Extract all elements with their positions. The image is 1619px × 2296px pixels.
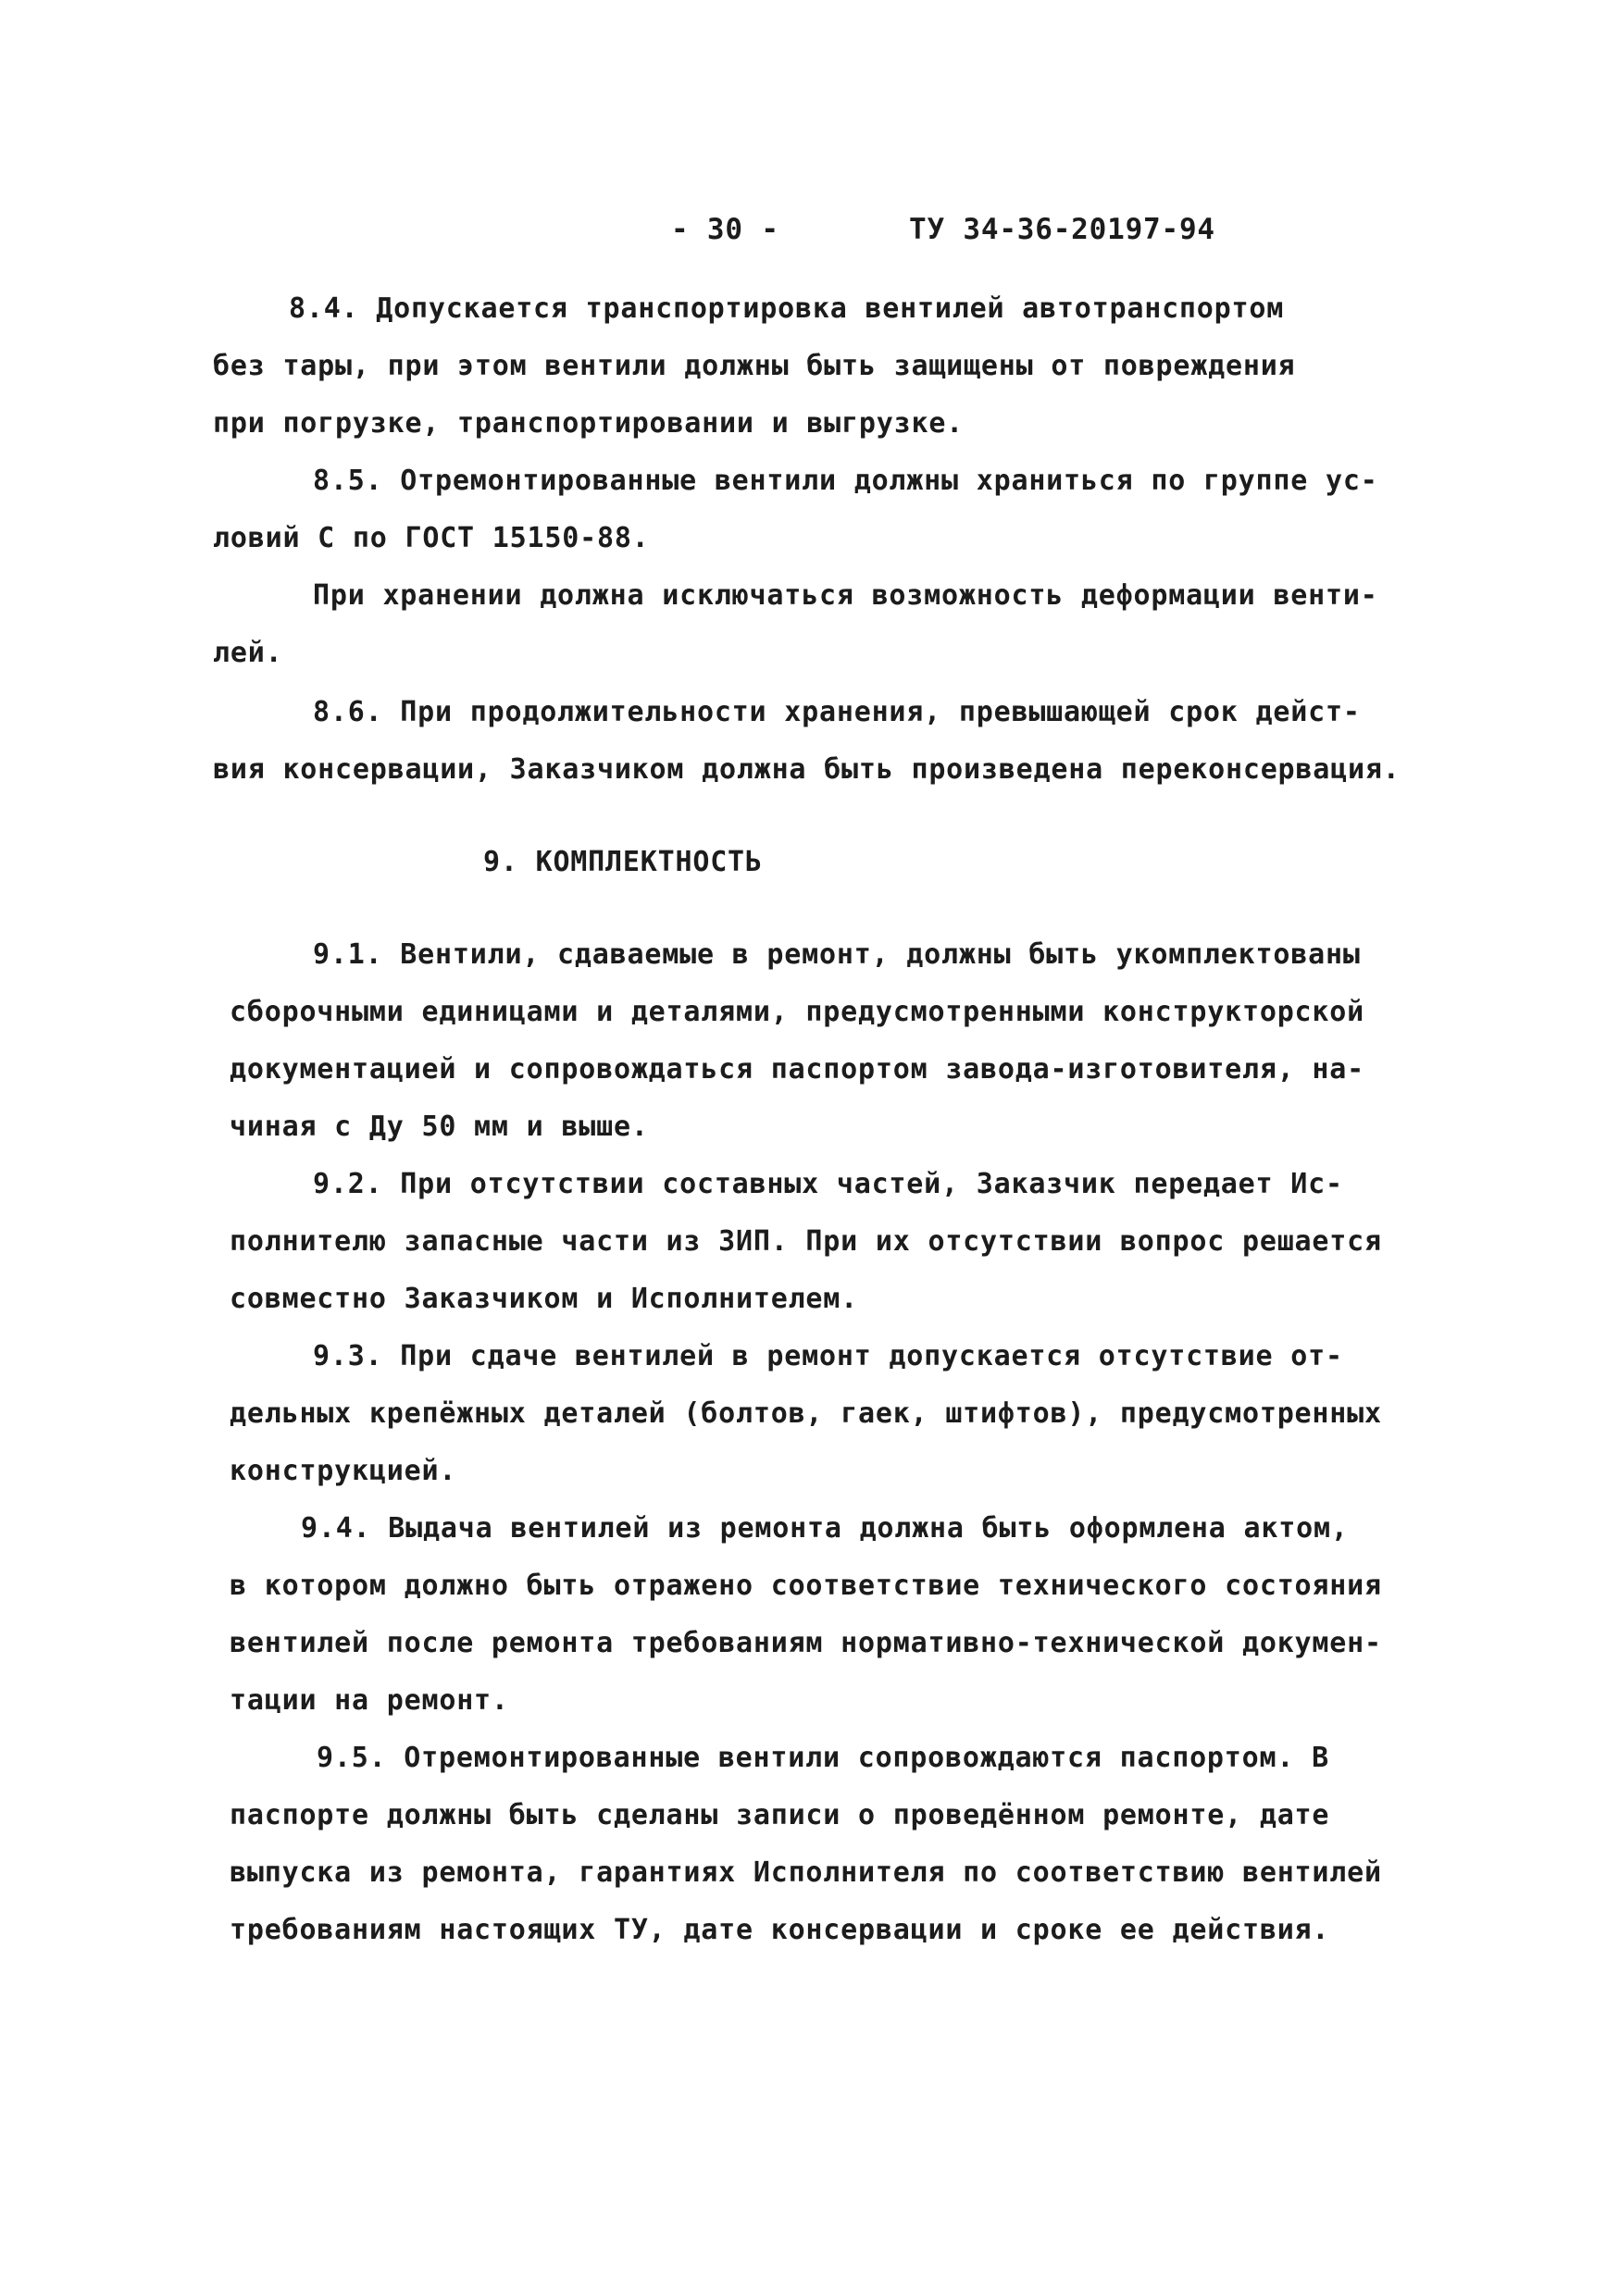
paragraph-9-1-line-2: сборочными единицами и деталями, предусмотренными конструкторской	[230, 996, 1364, 1028]
paragraph-9-4-line-1: 9.4. Выдача вентилей из ремонта должна быть оформлена актом,	[301, 1512, 1349, 1545]
paragraph-8-5-storage-line-2: лей.	[213, 637, 283, 669]
paragraph-9-3-line-1: 9.3. При сдаче вентилей в ремонт допускается отсутствие от-	[313, 1340, 1343, 1372]
paragraph-9-1-line-3: документацией и сопровождаться паспортом завода-изготовителя, на-	[230, 1053, 1364, 1086]
paragraph-9-5-line-4: требованиям настоящих ТУ, дате консервации и сроке ее действия.	[230, 1914, 1330, 1946]
paragraph-9-4-line-4: тации на ремонт.	[230, 1684, 509, 1717]
paragraph-9-4-line-2: в котором должно быть отражено соответствие технического состояния	[230, 1570, 1382, 1602]
paragraph-9-2-line-2: полнителю запасные части из ЗИП. При их отсутствии вопрос решается	[230, 1225, 1382, 1258]
paragraph-8-6-line-1: 8.6. При продолжительности хранения, превышающей срок дейст-	[313, 696, 1361, 728]
paragraph-9-5-line-1: 9.5. Отремонтированные вентили сопровождаются паспортом. В	[317, 1742, 1329, 1774]
paragraph-9-3-line-3: конструкцией.	[230, 1455, 457, 1487]
page-number: - 30 -	[671, 213, 779, 246]
paragraph-9-2-line-1: 9.2. При отсутствии составных частей, Заказчик передает Ис-	[313, 1168, 1343, 1200]
paragraph-9-3-line-2: дельных крепёжных деталей (болтов, гаек, штифтов), предусмотренных	[230, 1397, 1382, 1430]
paragraph-9-1-line-4: чиная с Ду 50 мм и выше.	[230, 1111, 649, 1143]
paragraph-8-4-line-3: при погрузке, транспортировании и выгрузке.	[213, 407, 965, 440]
paragraph-9-1-line-1: 9.1. Вентили, сдаваемые в ремонт, должны быть укомплектованы	[313, 938, 1361, 971]
paragraph-8-6-line-2: вия консервации, Заказчиком должна быть произведена переконсервация.	[213, 753, 1401, 786]
paragraph-9-4-line-3: вентилей после ремонта требованиям нормативно-технической докумен-	[230, 1627, 1382, 1659]
paragraph-8-5-line-1: 8.5. Отремонтированные вентили должны храниться по группе ус-	[313, 465, 1378, 497]
section-9-heading: 9. КОМПЛЕКТНОСТЬ	[483, 846, 763, 878]
paragraph-8-5-storage-line-1: При хранении должна исключаться возможность деформации венти-	[313, 579, 1378, 612]
document-code: ТУ 34-36-20197-94	[909, 213, 1215, 246]
paragraph-9-2-line-3: совместно Заказчиком и Исполнителем.	[230, 1283, 859, 1315]
paragraph-9-5-line-2: паспорте должны быть сделаны записи о проведённом ремонте, дате	[230, 1799, 1330, 1831]
paragraph-8-4-line-2: без тары, при этом вентили должны быть защищены от повреждения	[213, 350, 1296, 382]
paragraph-8-5-line-2: ловий С по ГОСТ 15150-88.	[213, 522, 650, 554]
paragraph-8-4-line-1: 8.4. Допускается транспортировка вентилей автотранспортом	[289, 292, 1285, 325]
paragraph-9-5-line-3: выпуска из ремонта, гарантиях Исполнителя по соответствию вентилей	[230, 1856, 1382, 1889]
